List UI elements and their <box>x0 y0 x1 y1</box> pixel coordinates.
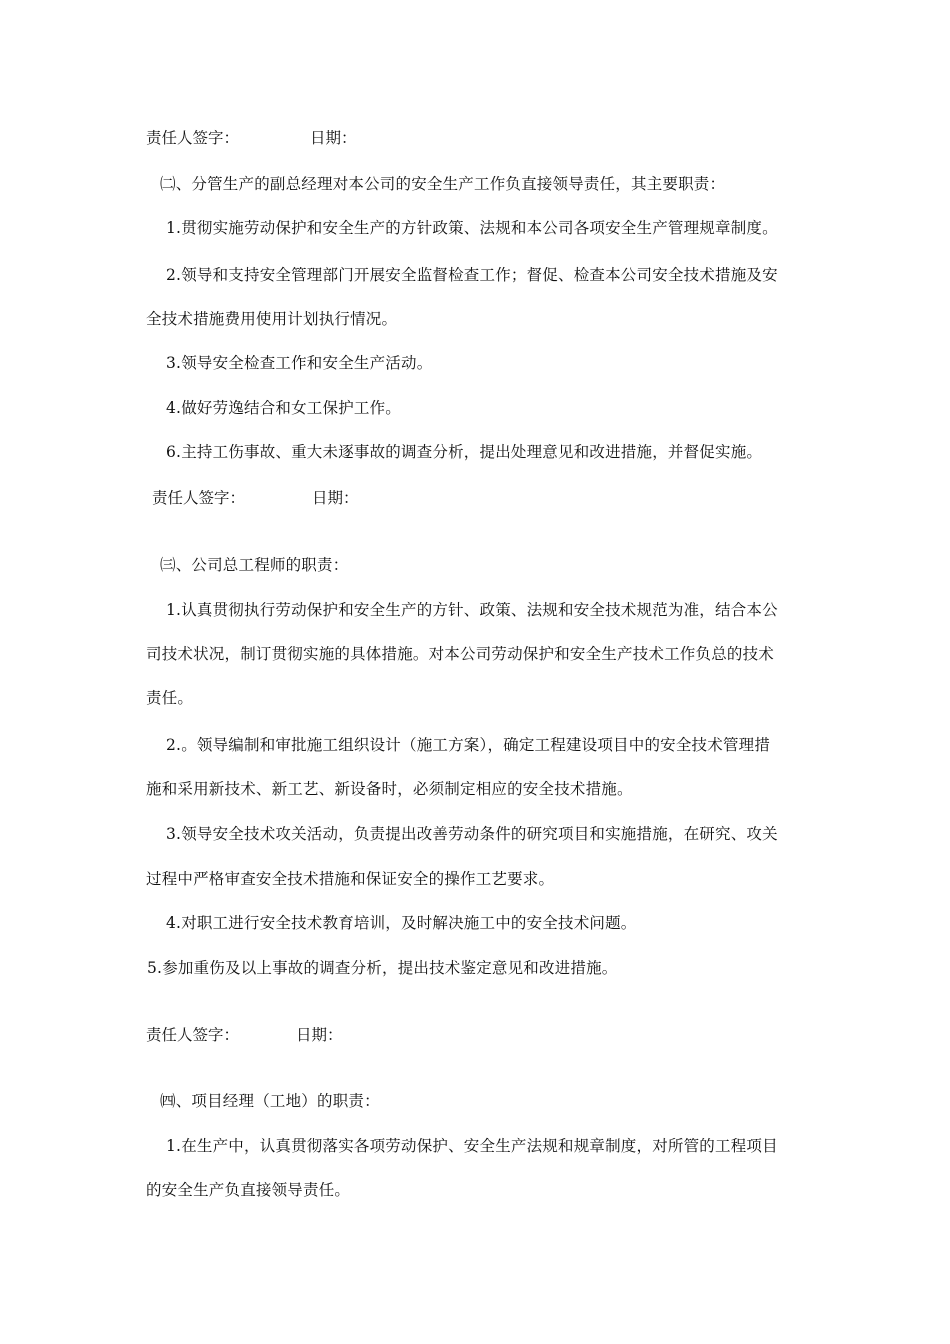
signer-label: 责任人签字： <box>146 1026 240 1044</box>
date-label: 日期： <box>312 489 359 507</box>
paragraph-line: 全技术措施费用使用计划执行情况。 <box>146 310 398 328</box>
signature-line <box>146 128 357 148</box>
section-heading: ㈢、公司总工程师的职责： <box>160 556 349 574</box>
paragraph-line: 1.认真贯彻执行劳动保护和安全生产的方针、政策、法规和安全技术规范为准，结合本公 <box>166 601 778 619</box>
paragraph-line: 的安全生产负直接领导责任。 <box>146 1181 351 1199</box>
date-label: 日期： <box>310 129 357 147</box>
paragraph-line: 2.领导和支持安全管理部门开展安全监督检查工作；督促、检查本公司安全技术措施及安 <box>166 266 778 284</box>
paragraph-line: 责任。 <box>146 689 194 707</box>
section-heading: ㈡、分管生产的副总经理对本公司的安全生产工作负直接领导责任，其主要职责： <box>160 175 726 193</box>
paragraph-line: 3.领导安全检查工作和安全生产活动。 <box>166 354 433 372</box>
signer-label: 责任人签字： <box>146 129 240 147</box>
date-label: 日期： <box>296 1026 343 1044</box>
signer-label: 责任人签字： <box>152 489 246 507</box>
paragraph-line: 司技术状况，制订贯彻实施的具体措施。对本公司劳动保护和安全生产技术工作负总的技术 <box>146 645 775 663</box>
section-heading: ㈣、项目经理（工地）的职责： <box>160 1092 380 1110</box>
paragraph-line: 过程中严格审查安全技术措施和保证安全的操作工艺要求。 <box>146 870 555 888</box>
paragraph-line: 1.在生产中，认真贯彻落实各项劳动保护、安全生产法规和规章制度，对所管的工程项目 <box>166 1137 778 1155</box>
paragraph-line: 施和采用新技术、新工艺、新设备时，必须制定相应的安全技术措施。 <box>146 780 633 798</box>
paragraph-line: 4.对职工进行安全技术教育培训，及时解决施工中的安全技术问题。 <box>166 914 637 932</box>
signature-line <box>146 1025 343 1045</box>
paragraph-line: 2.。领导编制和审批施工组织设计（施工方案），确定工程建设项目中的安全技术管理措 <box>166 736 771 754</box>
paragraph-line: 6.主持工伤事故、重大未逐事故的调查分析，提出处理意见和改进措施，并督促实施。 <box>166 443 763 461</box>
paragraph-line: 4.做好劳逸结合和女工保护工作。 <box>166 399 401 417</box>
signature-line <box>152 488 359 508</box>
paragraph-line: 3.领导安全技术攻关活动，负责提出改善劳动条件的研究项目和实施措施，在研究、攻关 <box>166 825 778 843</box>
paragraph-line: 5.参加重伤及以上事故的调查分析，提出技术鉴定意见和改进措施。 <box>147 959 618 977</box>
paragraph-line: 1.贯彻实施劳动保护和安全生产的方针政策、法规和本公司各项安全生产管理规章制度。 <box>166 219 778 237</box>
